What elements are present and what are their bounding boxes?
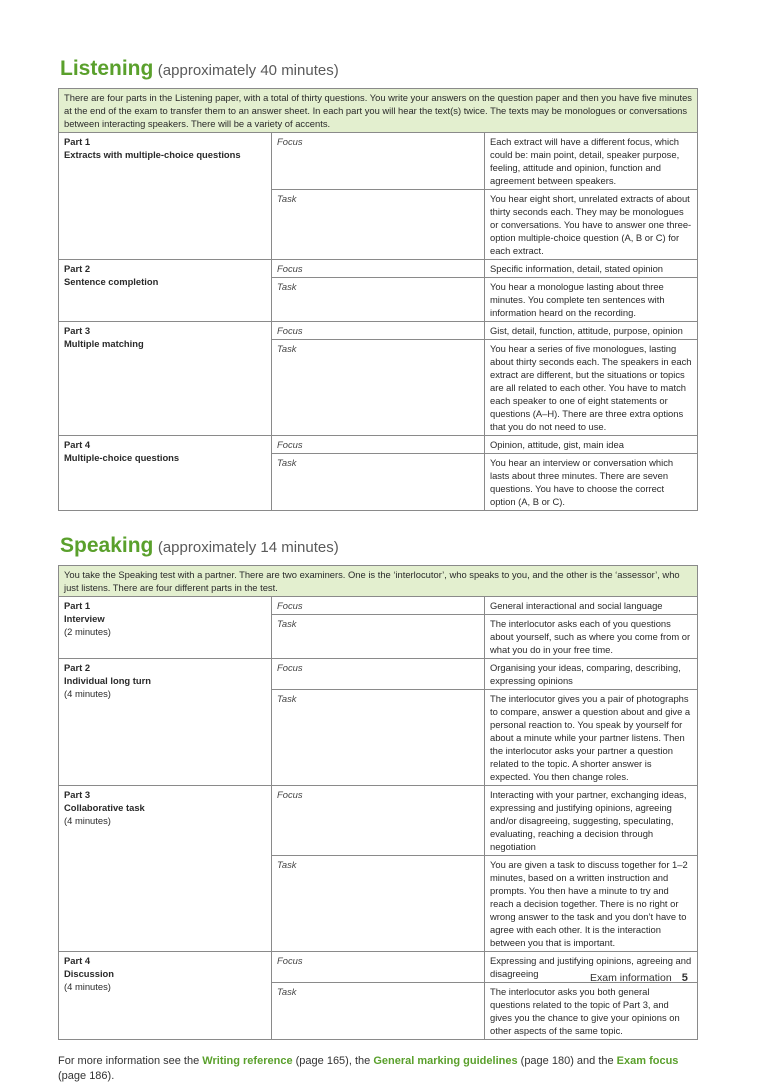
part-number: Part 4 [64, 439, 91, 450]
focus-label: Focus [272, 597, 485, 615]
task-label: Task [272, 983, 485, 1040]
focus-text: Interacting with your partner, exchanging ideas, expressing and justifying opinions, agreeing and/or disagreeing, suggesting, speculating, evaluating, reaching a decision through negotiation [485, 786, 698, 856]
section-gap [58, 511, 698, 533]
speaking-title: Speaking [60, 534, 154, 557]
listening-heading [60, 56, 698, 84]
footer-label: Exam information [590, 972, 672, 984]
part-minutes: (2 minutes) [64, 626, 111, 637]
marking-guidelines-link[interactable]: General marking guidelines [373, 1055, 518, 1067]
task-text: You hear a monologue lasting about three minutes. You complete ten sentences with information heard on the recording. [485, 278, 698, 322]
part-number: Part 3 [64, 325, 91, 336]
listening-part-1 [59, 133, 272, 260]
task-text: You hear an interview or conversation which lasts about three minutes. There are seven questions. You have to choose the correct option (A, B or C). [485, 454, 698, 511]
part-name: Sentence completion [64, 276, 159, 287]
part-number: Part 2 [64, 662, 91, 673]
more-info-text: (page 165), the [292, 1055, 374, 1067]
part-number: Part 1 [64, 600, 91, 611]
part-number: Part 3 [64, 789, 91, 800]
focus-text: Each extract will have a different focus, which could be: main point, detail, speaker purpose, feeling, attitude and opinion, function and agreement between speakers. [490, 136, 680, 186]
exam-focus-link[interactable]: Exam focus [616, 1055, 679, 1067]
focus-label: Focus [272, 952, 485, 983]
listening-part-3 [59, 322, 272, 436]
speaking-part-3 [59, 786, 272, 952]
more-info-text: For more information see the [58, 1055, 203, 1067]
task-label: Task [272, 615, 485, 659]
part-name: Interview [64, 613, 105, 624]
task-text: You hear eight short, unrelated extracts of about thirty seconds each. They may be monologues or conversations. You have to answer one three-option multiple-choice question (A, B or C) for each extract. [485, 190, 698, 260]
focus-label: Focus [272, 786, 485, 856]
focus-label: Focus [272, 260, 485, 278]
speaking-part-4 [59, 952, 272, 1040]
more-information [58, 1054, 698, 1084]
focus-label: Focus [272, 436, 485, 454]
more-info-text: (page 180) and the [517, 1055, 617, 1067]
task-text: You hear a series of five monologues, lasting about thirty seconds each. The speakers in each extract are different, but the situations or topics are all related to each other. You have to match each speaker to one of eight statements or questions (A–H). There are three extra options that you do not need to use. [485, 340, 698, 436]
speaking-part-1 [59, 597, 272, 659]
part-name: Multiple-choice questions [64, 452, 180, 463]
task-label: Task [272, 278, 485, 322]
task-label: Task [272, 856, 485, 952]
part-minutes: (4 minutes) [64, 688, 111, 699]
more-info-text: (page 186). [58, 1070, 115, 1082]
task-text: The interlocutor asks each of you questions about yourself, such as where you come from or what you do in your free time. [485, 615, 698, 659]
task-text: You are given a task to discuss together for 1–2 minutes, based on a written instruction and prompts. You then have a minute to try and reach a decision together. There is no right or wrong answer to the task and you don’t have to agree with each other. It is the interaction between you that is important. [485, 856, 698, 952]
speaking-heading [60, 533, 698, 561]
focus-text: General interactional and social language [490, 600, 663, 611]
part-name: Multiple matching [64, 338, 144, 349]
speaking-table [58, 565, 698, 1040]
listening-part-4 [59, 436, 272, 511]
speaking-intro: You take the Speaking test with a partner. There are two examiners. One is the ‘interlocutor’, who speaks to you, and the other is the ‘assessor’, who just listens. There are four different parts in the test. [59, 566, 698, 597]
task-text: The interlocutor asks you both general questions related to the topic of Part 3, and gives you the chance to give your opinions on other aspects of the same topic. [485, 983, 698, 1040]
page-number: 5 [681, 972, 688, 984]
part-number: Part 2 [64, 263, 91, 274]
task-label: Task [272, 690, 485, 786]
listening-duration: (approximately 40 minutes) [157, 62, 339, 79]
task-label: Task [272, 190, 485, 260]
page-footer [590, 972, 688, 984]
focus-text: Gist, detail, function, attitude, purpose, opinion [485, 322, 698, 340]
focus-text: Specific information, detail, stated opinion [485, 260, 698, 278]
focus-text: Expressing and justifying opinions, agreeing and disagreeing [485, 952, 698, 983]
listening-title: Listening [60, 57, 154, 80]
part-name: Discussion [64, 968, 115, 979]
task-text: The interlocutor gives you a pair of photographs to compare, answer a question about and give a personal reaction to. You speak by yourself for about a minute while your partner listens. Then the interlocutor asks your partner a question related to the topic. A shorter answer is expected. You then change roles. [485, 690, 698, 786]
writing-reference-link[interactable]: Writing reference [202, 1055, 293, 1067]
part-minutes: (4 minutes) [64, 981, 111, 992]
part-number: Part 1 [64, 136, 91, 147]
part-minutes: (4 minutes) [64, 815, 111, 826]
part-number: Part 4 [64, 955, 91, 966]
listening-table [58, 88, 698, 511]
focus-label: Focus [272, 659, 485, 690]
speaking-part-2 [59, 659, 272, 786]
listening-intro: There are four parts in the Listening paper, with a total of thirty questions. You write your answers on the question paper and then you have five minutes at the end of the exam to transfer them to an answer sheet. In each part you will hear the text(s) twice. The texts may be monologues or conversations between interacting speakers. There will be a variety of accents. [59, 89, 698, 133]
listening-part-2 [59, 260, 272, 322]
part-name: Individual long turn [64, 675, 151, 686]
part-name: Extracts with multiple-choice questions [64, 149, 241, 160]
focus-text: Opinion, attitude, gist, main idea [485, 436, 698, 454]
part-name: Collaborative task [64, 802, 145, 813]
page-content [58, 56, 698, 1084]
task-label: Task [272, 454, 485, 511]
task-label: Task [272, 340, 485, 436]
focus-label: Focus [272, 133, 485, 190]
focus-label: Focus [272, 322, 485, 340]
focus-text: Organising your ideas, comparing, describing, expressing opinions [485, 659, 698, 690]
speaking-duration: (approximately 14 minutes) [157, 539, 339, 556]
